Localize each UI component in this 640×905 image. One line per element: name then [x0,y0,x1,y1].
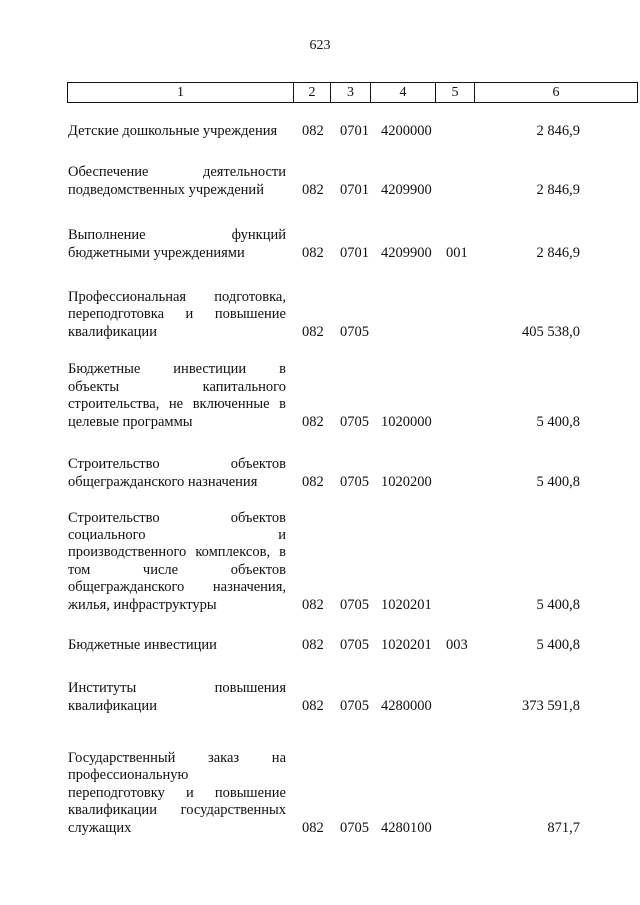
row-name-line: переподготовка и повышение [68,306,286,323]
row-cell-c2: 082 [302,181,324,198]
row-cell-c2: 082 [302,697,324,714]
row-name-line: Бюджетные инвестиции [68,636,217,653]
column-header-6: 6 [475,83,638,103]
row-cell-c6: 2 846,9 [536,181,580,198]
row-cell-c5: 001 [446,244,468,261]
row-cell-c3: 0705 [340,323,369,340]
row-name-line: Детские дошкольные учреждения [68,122,278,139]
row-name-line: Выполнение функций [68,227,286,244]
row-cell-c6: 2 846,9 [536,122,580,139]
row-cell-c4: 4200000 [381,122,432,139]
row-name-line: квалификации [68,323,157,340]
row-cell-c6: 5 400,8 [536,473,580,490]
row-name-line: Строительство объектов [68,456,286,473]
row-cell-c4: 1020200 [381,473,432,490]
row-cell-c2: 082 [302,413,324,430]
row-cell-c6: 373 591,8 [522,697,580,714]
page-number: 623 [309,38,331,53]
row-cell-c2: 082 [302,596,324,613]
row-name-line: квалификации государственных [68,802,286,819]
row-cell-c4: 4280000 [381,697,432,714]
row-name-line: служащих [68,819,132,836]
row-cell-c4: 4209900 [381,181,432,198]
row-name-line: общегражданского назначения, [68,579,286,596]
row-cell-c3: 0705 [340,596,369,613]
row-cell-c2: 082 [302,636,324,653]
row-cell-c6: 5 400,8 [536,413,580,430]
row-name [68,750,286,837]
row-name-line: Профессиональная подготовка, [68,288,286,305]
row-name-line: Бюджетные инвестиции в [68,361,286,378]
row-name-line: Государственный заказ на [68,749,286,766]
row-cell-c2: 082 [302,819,324,836]
row-cell-c6: 2 846,9 [536,244,580,261]
column-header-3: 3 [331,83,371,103]
row-cell-c3: 0701 [340,122,369,139]
row-name-line: квалификации [68,697,157,714]
column-header-4: 4 [371,83,436,103]
row-name-line: общегражданского назначения [68,473,258,490]
row-name-line: целевые программы [68,413,193,430]
row-name-line: социального и [68,526,286,543]
row-name-line: том числе объектов [68,561,286,578]
row-cell-c3: 0705 [340,413,369,430]
row-cell-c6: 5 400,8 [536,636,580,653]
row-name-line: Институты повышения [68,680,286,697]
row-cell-c2: 082 [302,323,324,340]
row-cell-c4: 1020000 [381,413,432,430]
row-name-line: профессиональную [68,767,189,784]
row-cell-c4: 1020201 [381,636,432,653]
column-header-2: 2 [294,83,331,103]
row-cell-c2: 082 [302,244,324,261]
column-header-5: 5 [436,83,475,103]
row-cell-c6: 871,7 [547,819,580,836]
row-name-line: подведомственных учреждений [68,181,264,198]
row-cell-c3: 0705 [340,697,369,714]
column-header-1: 1 [68,83,294,103]
row-name-line: объекты капитального [68,378,286,395]
row-cell-c4: 1020201 [381,596,432,613]
row-cell-c5: 003 [446,636,468,653]
row-name-line: переподготовку и повышение [68,784,286,801]
row-name-line: бюджетными учреждениями [68,244,245,261]
row-cell-c6: 405 538,0 [522,323,580,340]
row-cell-c3: 0705 [340,473,369,490]
row-cell-c2: 082 [302,122,324,139]
row-name-line: Строительство объектов [68,509,286,526]
row-cell-c3: 0701 [340,244,369,261]
row-name-line: жилья, инфраструктуры [68,596,217,613]
row-cell-c6: 5 400,8 [536,596,580,613]
row-cell-c4: 4280100 [381,819,432,836]
row-cell-c4: 4209900 [381,244,432,261]
row-cell-c3: 0705 [340,636,369,653]
row-name-line: строительства, не включенные в [68,396,286,413]
row-name-line: Обеспечение деятельности [68,164,286,181]
row-cell-c3: 0705 [340,819,369,836]
row-name-line: производственного комплексов, в [68,544,286,561]
row-cell-c3: 0701 [340,181,369,198]
row-cell-c2: 082 [302,473,324,490]
